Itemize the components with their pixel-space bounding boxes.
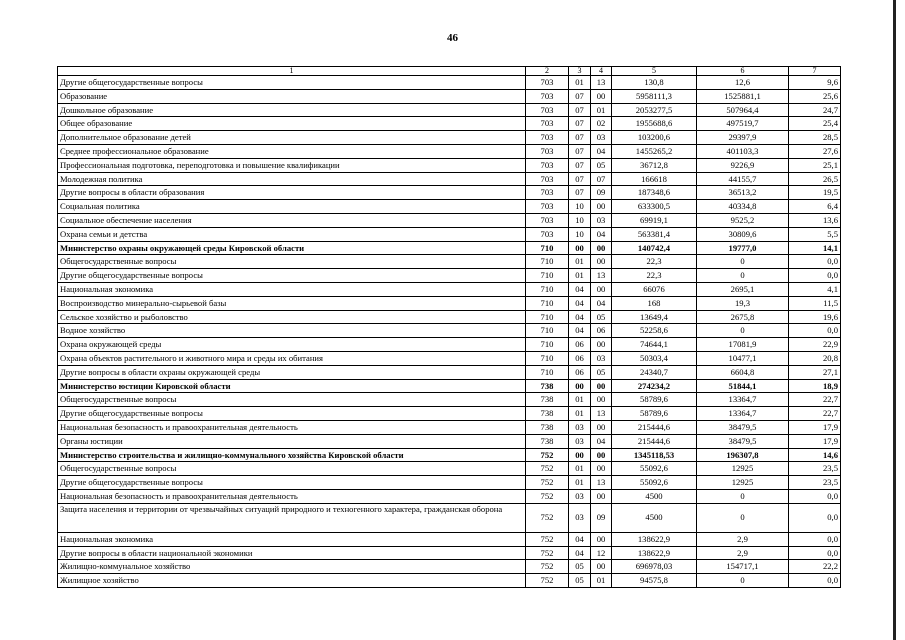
value-percent: 24,7 [789, 103, 841, 117]
code-ministry: 738 [526, 434, 569, 448]
code-section: 03 [569, 434, 591, 448]
code-section: 01 [569, 476, 591, 490]
value-percent: 9,6 [789, 76, 841, 90]
table-row [58, 503, 841, 532]
code-subsection: 00 [591, 200, 612, 214]
code-section: 04 [569, 310, 591, 324]
header-cell: 5 [612, 67, 697, 76]
code-ministry: 710 [526, 296, 569, 310]
table-row [58, 213, 841, 227]
code-section: 04 [569, 532, 591, 546]
code-subsection: 04 [591, 144, 612, 158]
code-subsection: 00 [591, 489, 612, 503]
value-approved: 50303,4 [612, 351, 697, 365]
code-ministry: 703 [526, 227, 569, 241]
value-percent: 0,0 [789, 546, 841, 560]
code-section: 10 [569, 227, 591, 241]
code-subsection: 13 [591, 476, 612, 490]
code-subsection: 00 [591, 420, 612, 434]
value-approved: 2053277,5 [612, 103, 697, 117]
table-row [58, 476, 841, 490]
code-ministry: 752 [526, 448, 569, 462]
row-name: Министерство юстиции Кировской области [58, 379, 526, 393]
table-row [58, 532, 841, 546]
code-subsection: 00 [591, 338, 612, 352]
code-ministry: 710 [526, 255, 569, 269]
code-section: 00 [569, 448, 591, 462]
table-row [58, 117, 841, 131]
code-ministry: 710 [526, 241, 569, 255]
header-row [58, 67, 841, 76]
code-section: 06 [569, 338, 591, 352]
code-section: 04 [569, 546, 591, 560]
value-executed: 2675,8 [697, 310, 789, 324]
table-row [58, 574, 841, 588]
code-ministry: 752 [526, 462, 569, 476]
value-percent: 27,6 [789, 144, 841, 158]
code-ministry: 752 [526, 532, 569, 546]
value-approved: 13649,4 [612, 310, 697, 324]
value-percent: 0,0 [789, 503, 841, 532]
row-name: Образование [58, 89, 526, 103]
value-approved: 1345118,53 [612, 448, 697, 462]
table-row [58, 351, 841, 365]
code-section: 03 [569, 503, 591, 532]
code-section: 05 [569, 574, 591, 588]
code-subsection: 00 [591, 560, 612, 574]
code-subsection: 03 [591, 131, 612, 145]
code-subsection: 01 [591, 103, 612, 117]
code-section: 07 [569, 144, 591, 158]
value-percent: 17,9 [789, 420, 841, 434]
value-executed: 0 [697, 324, 789, 338]
table-row [58, 489, 841, 503]
code-ministry: 738 [526, 407, 569, 421]
value-percent: 0,0 [789, 574, 841, 588]
code-subsection: 03 [591, 351, 612, 365]
row-name: Жилищно-коммунальное хозяйство [58, 560, 526, 574]
value-executed: 30809,6 [697, 227, 789, 241]
code-section: 01 [569, 462, 591, 476]
row-name: Среднее профессиональное образование [58, 144, 526, 158]
row-name: Министерство охраны окружающей среды Кировской области [58, 241, 526, 255]
row-name: Другие вопросы в области охраны окружающей среды [58, 365, 526, 379]
code-subsection: 00 [591, 282, 612, 296]
row-name: Общегосударственные вопросы [58, 462, 526, 476]
table-row [58, 282, 841, 296]
code-ministry: 738 [526, 379, 569, 393]
row-name: Другие общегосударственные вопросы [58, 476, 526, 490]
value-executed: 0 [697, 574, 789, 588]
value-percent: 0,0 [789, 255, 841, 269]
value-approved: 563381,4 [612, 227, 697, 241]
value-executed: 19777,0 [697, 241, 789, 255]
value-executed: 497519,7 [697, 117, 789, 131]
value-percent: 11,5 [789, 296, 841, 310]
code-subsection: 00 [591, 462, 612, 476]
row-name: Молодежная политика [58, 172, 526, 186]
value-executed: 19,3 [697, 296, 789, 310]
code-ministry: 710 [526, 324, 569, 338]
value-executed: 6604,8 [697, 365, 789, 379]
header-cell: 7 [789, 67, 841, 76]
value-executed: 17081,9 [697, 338, 789, 352]
table-row [58, 200, 841, 214]
value-approved: 24340,7 [612, 365, 697, 379]
code-section: 04 [569, 296, 591, 310]
value-approved: 696978,03 [612, 560, 697, 574]
value-approved: 274234,2 [612, 379, 697, 393]
page-number: 46 [447, 32, 458, 44]
table-row [58, 296, 841, 310]
value-approved: 103200,6 [612, 131, 697, 145]
table-row [58, 324, 841, 338]
row-name: Охрана семьи и детства [58, 227, 526, 241]
code-section: 07 [569, 186, 591, 200]
code-ministry: 703 [526, 200, 569, 214]
value-approved: 58789,6 [612, 407, 697, 421]
value-percent: 14,6 [789, 448, 841, 462]
value-executed: 9226,9 [697, 158, 789, 172]
value-percent: 13,6 [789, 213, 841, 227]
value-executed: 12925 [697, 462, 789, 476]
code-subsection: 00 [591, 448, 612, 462]
value-approved: 22,3 [612, 255, 697, 269]
table-row [58, 407, 841, 421]
row-name: Водное хозяйство [58, 324, 526, 338]
value-executed: 44155,7 [697, 172, 789, 186]
code-ministry: 752 [526, 476, 569, 490]
value-percent: 20,8 [789, 351, 841, 365]
code-section: 04 [569, 282, 591, 296]
header-cell: 4 [591, 67, 612, 76]
row-name: Национальная экономика [58, 282, 526, 296]
row-name: Профессиональная подготовка, переподготовка и повышение квалификации [58, 158, 526, 172]
table-row [58, 131, 841, 145]
value-approved: 138622,9 [612, 532, 697, 546]
value-approved: 74644,1 [612, 338, 697, 352]
code-subsection: 04 [591, 434, 612, 448]
value-approved: 58789,6 [612, 393, 697, 407]
value-executed: 40334,8 [697, 200, 789, 214]
row-name: Дошкольное образование [58, 103, 526, 117]
code-section: 01 [569, 76, 591, 90]
value-percent: 27,1 [789, 365, 841, 379]
code-subsection: 00 [591, 255, 612, 269]
value-percent: 22,2 [789, 560, 841, 574]
table-row [58, 103, 841, 117]
code-section: 01 [569, 393, 591, 407]
value-percent: 0,0 [789, 269, 841, 283]
code-subsection: 04 [591, 296, 612, 310]
row-name: Министерство строительства и жилищно-коммунального хозяйства Кировской области [58, 448, 526, 462]
table-row [58, 338, 841, 352]
value-executed: 196307,8 [697, 448, 789, 462]
code-subsection: 02 [591, 117, 612, 131]
value-approved: 215444,6 [612, 434, 697, 448]
code-section: 01 [569, 407, 591, 421]
row-name: Другие общегосударственные вопросы [58, 407, 526, 421]
table-row [58, 310, 841, 324]
table-row [58, 393, 841, 407]
code-ministry: 752 [526, 489, 569, 503]
value-executed: 12925 [697, 476, 789, 490]
table-row [58, 186, 841, 200]
value-percent: 22,7 [789, 407, 841, 421]
table-row [58, 365, 841, 379]
code-ministry: 710 [526, 269, 569, 283]
value-approved: 215444,6 [612, 420, 697, 434]
value-approved: 1455265,2 [612, 144, 697, 158]
value-executed: 401103,3 [697, 144, 789, 158]
code-section: 06 [569, 365, 591, 379]
value-percent: 18,9 [789, 379, 841, 393]
value-executed: 2695,1 [697, 282, 789, 296]
value-executed: 0 [697, 269, 789, 283]
code-section: 07 [569, 89, 591, 103]
code-subsection: 12 [591, 546, 612, 560]
code-ministry: 703 [526, 76, 569, 90]
value-approved: 66076 [612, 282, 697, 296]
code-section: 10 [569, 213, 591, 227]
table-row [58, 241, 841, 255]
value-percent: 25,4 [789, 117, 841, 131]
value-percent: 22,9 [789, 338, 841, 352]
code-section: 07 [569, 158, 591, 172]
row-name: Национальная безопасность и правоохранительная деятельность [58, 489, 526, 503]
code-section: 06 [569, 351, 591, 365]
value-approved: 55092,6 [612, 476, 697, 490]
code-ministry: 703 [526, 213, 569, 227]
code-subsection: 00 [591, 89, 612, 103]
value-approved: 166618 [612, 172, 697, 186]
row-name: Воспроизводство минерально-сырьевой базы [58, 296, 526, 310]
value-percent: 5,5 [789, 227, 841, 241]
value-percent: 19,5 [789, 186, 841, 200]
code-subsection: 00 [591, 532, 612, 546]
row-name: Другие общегосударственные вопросы [58, 76, 526, 90]
table-row [58, 227, 841, 241]
value-approved: 4500 [612, 489, 697, 503]
value-percent: 17,9 [789, 434, 841, 448]
code-ministry: 710 [526, 365, 569, 379]
code-subsection: 05 [591, 310, 612, 324]
value-percent: 6,4 [789, 200, 841, 214]
row-name: Другие вопросы в области национальной экономики [58, 546, 526, 560]
code-subsection: 13 [591, 407, 612, 421]
value-approved: 94575,8 [612, 574, 697, 588]
code-section: 05 [569, 560, 591, 574]
value-percent: 4,1 [789, 282, 841, 296]
code-section: 00 [569, 379, 591, 393]
code-subsection: 03 [591, 213, 612, 227]
value-percent: 22,7 [789, 393, 841, 407]
table-row [58, 462, 841, 476]
row-name: Органы юстиции [58, 434, 526, 448]
value-approved: 140742,4 [612, 241, 697, 255]
value-percent: 28,5 [789, 131, 841, 145]
value-executed: 13364,7 [697, 407, 789, 421]
value-executed: 29397,9 [697, 131, 789, 145]
code-ministry: 752 [526, 574, 569, 588]
row-name: Общее образование [58, 117, 526, 131]
code-ministry: 703 [526, 131, 569, 145]
code-subsection: 06 [591, 324, 612, 338]
table-row [58, 158, 841, 172]
value-percent: 23,5 [789, 476, 841, 490]
row-name: Социальное обеспечение населения [58, 213, 526, 227]
table-row [58, 448, 841, 462]
row-name: Общегосударственные вопросы [58, 255, 526, 269]
value-approved: 187348,6 [612, 186, 697, 200]
value-approved: 168 [612, 296, 697, 310]
value-percent: 23,5 [789, 462, 841, 476]
code-section: 07 [569, 131, 591, 145]
code-ministry: 738 [526, 393, 569, 407]
code-section: 04 [569, 324, 591, 338]
code-subsection: 13 [591, 269, 612, 283]
value-approved: 69919,1 [612, 213, 697, 227]
value-approved: 633300,5 [612, 200, 697, 214]
code-section: 00 [569, 241, 591, 255]
value-approved: 1955688,6 [612, 117, 697, 131]
value-executed: 13364,7 [697, 393, 789, 407]
value-executed: 0 [697, 503, 789, 532]
code-ministry: 710 [526, 282, 569, 296]
row-name: Охрана объектов растительного и животного мира и среды их обитания [58, 351, 526, 365]
code-ministry: 703 [526, 103, 569, 117]
value-approved: 22,3 [612, 269, 697, 283]
code-section: 01 [569, 255, 591, 269]
code-ministry: 738 [526, 420, 569, 434]
row-name: Охрана окружающей среды [58, 338, 526, 352]
code-subsection: 04 [591, 227, 612, 241]
code-ministry: 703 [526, 117, 569, 131]
code-section: 03 [569, 489, 591, 503]
code-ministry: 710 [526, 351, 569, 365]
code-subsection: 00 [591, 379, 612, 393]
code-ministry: 703 [526, 158, 569, 172]
value-approved: 55092,6 [612, 462, 697, 476]
code-subsection: 05 [591, 158, 612, 172]
code-subsection: 00 [591, 393, 612, 407]
budget-table [57, 66, 841, 588]
value-executed: 2,9 [697, 546, 789, 560]
table-row [58, 255, 841, 269]
code-subsection: 01 [591, 574, 612, 588]
value-executed: 36513,2 [697, 186, 789, 200]
code-ministry: 703 [526, 89, 569, 103]
value-executed: 38479,5 [697, 434, 789, 448]
code-subsection: 13 [591, 76, 612, 90]
code-ministry: 710 [526, 310, 569, 324]
code-ministry: 703 [526, 172, 569, 186]
row-name: Другие вопросы в области образования [58, 186, 526, 200]
code-section: 07 [569, 117, 591, 131]
row-name: Сельское хозяйство и рыболовство [58, 310, 526, 324]
value-percent: 19,6 [789, 310, 841, 324]
row-name: Национальная безопасность и правоохранительная деятельность [58, 420, 526, 434]
code-ministry: 752 [526, 546, 569, 560]
value-approved: 138622,9 [612, 546, 697, 560]
value-percent: 25,1 [789, 158, 841, 172]
value-percent: 0,0 [789, 489, 841, 503]
table-row [58, 144, 841, 158]
code-subsection: 05 [591, 365, 612, 379]
code-ministry: 703 [526, 144, 569, 158]
table-row [58, 76, 841, 90]
code-subsection: 00 [591, 241, 612, 255]
row-name: Защита населения и территории от чрезвычайных ситуаций природного и техногенного характера, гражданская оборона [58, 503, 526, 532]
value-executed: 0 [697, 255, 789, 269]
table-row [58, 546, 841, 560]
code-ministry: 710 [526, 338, 569, 352]
header-cell: 1 [58, 67, 526, 76]
value-approved: 5958111,3 [612, 89, 697, 103]
code-section: 07 [569, 172, 591, 186]
code-section: 10 [569, 200, 591, 214]
header-cell: 6 [697, 67, 789, 76]
value-approved: 4500 [612, 503, 697, 532]
value-executed: 0 [697, 489, 789, 503]
code-section: 01 [569, 269, 591, 283]
value-percent: 26,5 [789, 172, 841, 186]
value-percent: 25,6 [789, 89, 841, 103]
row-name: Национальная экономика [58, 532, 526, 546]
code-subsection: 09 [591, 503, 612, 532]
row-name: Дополнительное образование детей [58, 131, 526, 145]
table-row [58, 560, 841, 574]
value-executed: 9525,2 [697, 213, 789, 227]
value-percent: 14,1 [789, 241, 841, 255]
value-approved: 52258,6 [612, 324, 697, 338]
table-row [58, 269, 841, 283]
table-row [58, 379, 841, 393]
code-section: 03 [569, 420, 591, 434]
value-executed: 38479,5 [697, 420, 789, 434]
code-subsection: 07 [591, 172, 612, 186]
table-row [58, 172, 841, 186]
value-executed: 12,6 [697, 76, 789, 90]
value-percent: 0,0 [789, 324, 841, 338]
value-approved: 36712,8 [612, 158, 697, 172]
row-name: Социальная политика [58, 200, 526, 214]
value-executed: 51844,1 [697, 379, 789, 393]
code-ministry: 752 [526, 503, 569, 532]
table-row [58, 89, 841, 103]
table-row [58, 420, 841, 434]
header-cell: 3 [569, 67, 591, 76]
header-cell: 2 [526, 67, 569, 76]
value-approved: 130,8 [612, 76, 697, 90]
value-executed: 10477,1 [697, 351, 789, 365]
code-ministry: 703 [526, 186, 569, 200]
row-name: Другие общегосударственные вопросы [58, 269, 526, 283]
value-percent: 0,0 [789, 532, 841, 546]
value-executed: 1525881,1 [697, 89, 789, 103]
code-ministry: 752 [526, 560, 569, 574]
value-executed: 2,9 [697, 532, 789, 546]
value-executed: 154717,1 [697, 560, 789, 574]
row-name: Общегосударственные вопросы [58, 393, 526, 407]
code-section: 07 [569, 103, 591, 117]
table-row [58, 434, 841, 448]
scan-edge-bar [893, 0, 896, 640]
code-subsection: 09 [591, 186, 612, 200]
value-executed: 507964,4 [697, 103, 789, 117]
row-name: Жилищное хозяйство [58, 574, 526, 588]
